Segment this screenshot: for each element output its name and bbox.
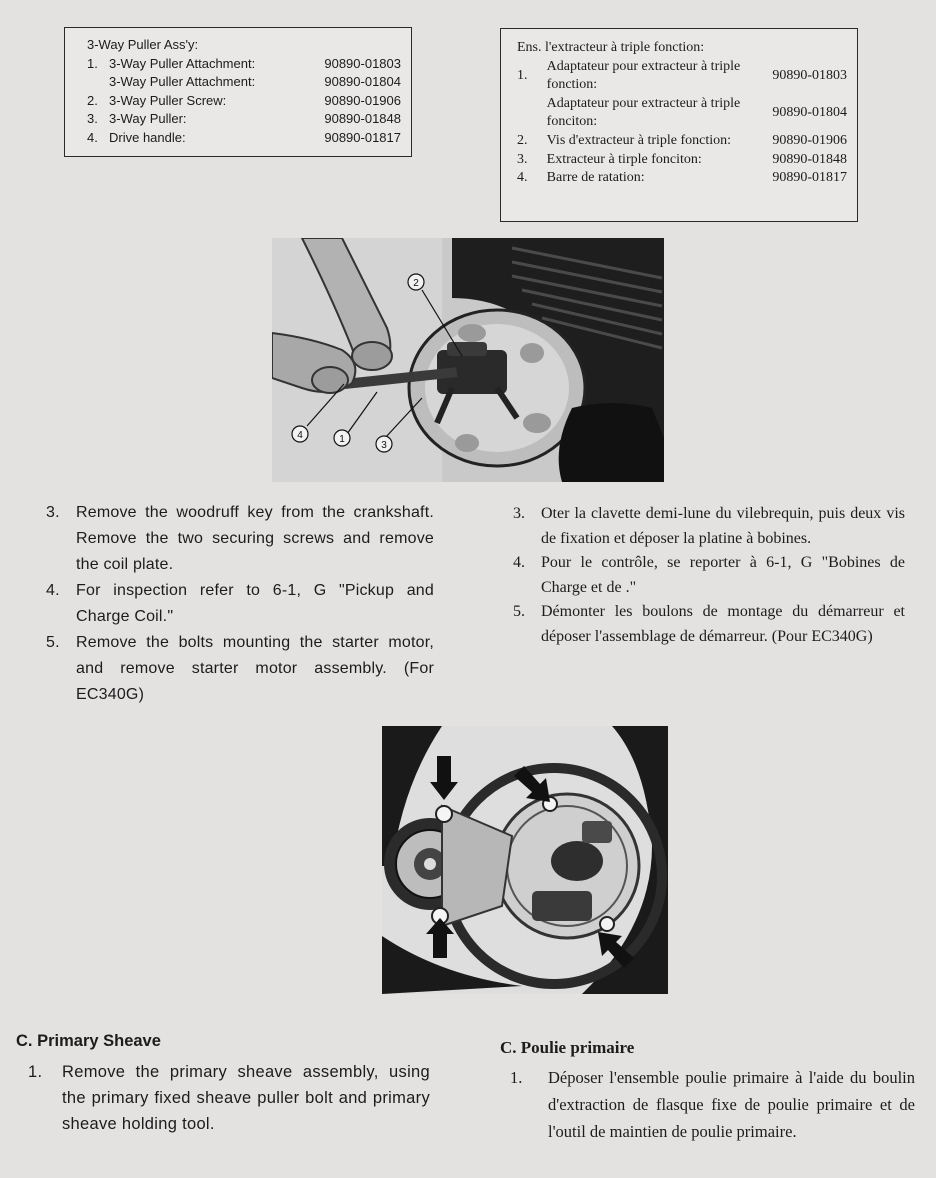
step-text: Déposer l'ensemble poulie primaire à l'aide du boulin d'extraction de flasque fixe de poulie primaire et de l'outil de maintien de poulie primaire. bbox=[548, 1068, 915, 1141]
section-steps-french bbox=[510, 1064, 915, 1145]
tool-name: Drive handle: bbox=[109, 129, 186, 145]
tool-name: 3-Way Puller Attachment: bbox=[109, 74, 256, 90]
tool-number: 1. bbox=[87, 55, 98, 71]
tool-part-number: 90890-01803 bbox=[772, 67, 847, 83]
tool-list-title: 3-Way Puller Ass'y: bbox=[87, 37, 199, 52]
tool-name: Extracteur à tirple fonciton: bbox=[546, 151, 702, 167]
step-item bbox=[46, 578, 434, 630]
tool-part-number: 90890-01848 bbox=[772, 151, 847, 167]
tool-name: Adaptateur pour extracteur à triple fonction: bbox=[546, 58, 741, 93]
tool-list-french bbox=[500, 28, 858, 222]
tool-row bbox=[517, 169, 847, 188]
puller-photo-image bbox=[272, 238, 664, 482]
tool-row bbox=[517, 151, 847, 170]
step-item bbox=[46, 630, 434, 708]
tool-name: 3-Way Puller Screw: bbox=[109, 92, 227, 108]
tool-row bbox=[87, 110, 401, 129]
step-number: 4. bbox=[46, 582, 60, 599]
tool-name: Adaptateur pour extracteur à triple fonciton: bbox=[546, 95, 741, 130]
steps-english bbox=[46, 500, 434, 708]
step-number: 1. bbox=[28, 1063, 43, 1081]
coil-plate-photo bbox=[382, 726, 668, 994]
tool-row bbox=[517, 95, 847, 132]
step-item bbox=[513, 551, 905, 600]
coil-plate-photo-image bbox=[382, 726, 668, 994]
tool-part-number: 90890-01848 bbox=[324, 111, 401, 127]
tool-row bbox=[87, 92, 401, 111]
step-text: Pour le contrôle, se reporter à 6-1, G "Bobines de Charge et de ." bbox=[541, 554, 905, 596]
section-title-english: C. Primary Sheave bbox=[16, 1032, 161, 1050]
tool-part-number: 90890-01803 bbox=[324, 55, 401, 71]
tool-row bbox=[517, 58, 847, 95]
callout-label: 4 bbox=[297, 430, 303, 441]
tool-part-number: 90890-01804 bbox=[772, 105, 847, 121]
tool-number: 2. bbox=[517, 132, 528, 148]
tool-number: 3. bbox=[87, 111, 98, 127]
step-number: 4. bbox=[513, 554, 525, 571]
tool-row bbox=[87, 55, 401, 74]
tool-row bbox=[87, 129, 401, 148]
tool-part-number: 90890-01817 bbox=[324, 129, 401, 145]
step-item bbox=[46, 500, 434, 578]
step-item bbox=[513, 502, 905, 551]
step-text: Remove the primary sheave assembly, using the primary fixed sheave puller bolt and primary sheave holding tool. bbox=[62, 1063, 430, 1133]
tool-number: 4. bbox=[517, 170, 528, 186]
tool-part-number: 90890-01906 bbox=[772, 132, 847, 148]
tool-name: Vis d'extracteur à triple fonction: bbox=[546, 132, 732, 148]
tool-part-number: 90890-01804 bbox=[324, 74, 401, 90]
tool-name: Barre de ratation: bbox=[546, 170, 645, 186]
callout-label: 1 bbox=[339, 434, 345, 445]
tool-part-number: 90890-01817 bbox=[772, 170, 847, 186]
callout-label: 3 bbox=[381, 440, 387, 451]
step-text: For inspection refer to 6-1, G "Pickup and Charge Coil." bbox=[76, 582, 434, 625]
tool-number: 4. bbox=[87, 129, 98, 145]
step-number: 3. bbox=[46, 504, 60, 521]
step-text: Démonter les boulons de montage du démarreur et déposer l'assemblage de démarreur. (Pour EC340G) bbox=[541, 603, 905, 645]
tool-part-number: 90890-01906 bbox=[324, 92, 401, 108]
tool-number: 3. bbox=[517, 151, 528, 167]
step-number: 3. bbox=[513, 505, 525, 522]
step-text: Remove the woodruff key from the crankshaft. Remove the two securing screws and remove the coil plate. bbox=[76, 504, 434, 573]
tool-row bbox=[87, 73, 401, 92]
tool-number: 1. bbox=[517, 67, 528, 83]
puller-photo bbox=[272, 238, 664, 482]
step-item bbox=[513, 600, 905, 649]
step-number: 5. bbox=[513, 603, 525, 620]
tool-number: 2. bbox=[87, 92, 98, 108]
tool-name: 3-Way Puller: bbox=[109, 111, 187, 127]
section-title-french: C. Poulie primaire bbox=[500, 1038, 635, 1057]
step-number: 5. bbox=[46, 634, 60, 651]
callout-label: 2 bbox=[413, 278, 419, 289]
step-text: Oter la clavette demi-lune du vilebrequin, puis deux vis de fixation et déposer la platine à bobines. bbox=[541, 505, 905, 547]
step-text: Remove the bolts mounting the starter motor, and remove starter motor assembly. (For EC340G) bbox=[76, 634, 434, 703]
step-item bbox=[28, 1059, 430, 1137]
step-item bbox=[510, 1064, 915, 1145]
tool-list-title: Ens. l'extracteur à triple fonction: bbox=[517, 40, 705, 55]
steps-french bbox=[513, 502, 905, 649]
tool-row bbox=[517, 132, 847, 151]
step-number: 1. bbox=[510, 1068, 523, 1087]
section-steps-english bbox=[28, 1059, 430, 1137]
tool-name: 3-Way Puller Attachment: bbox=[109, 55, 256, 71]
tool-list-english bbox=[64, 27, 412, 157]
